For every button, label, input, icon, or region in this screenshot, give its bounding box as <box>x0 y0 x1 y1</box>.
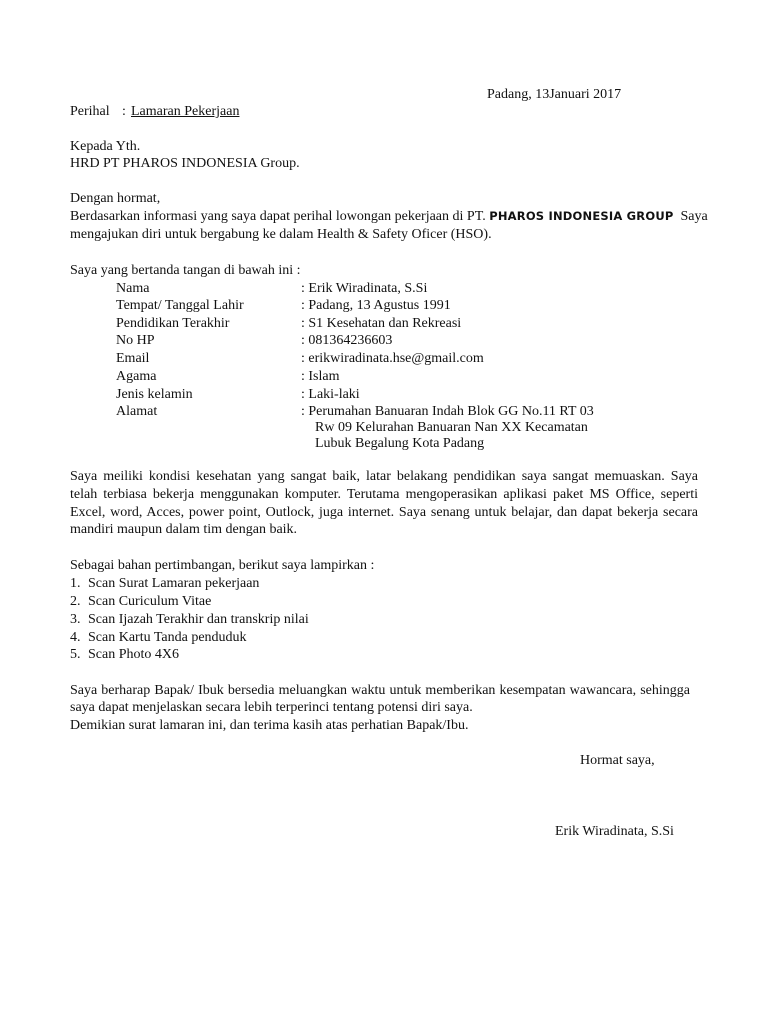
company-name: PHAROS INDONESIA GROUP <box>489 209 674 223</box>
opening-line-1 <box>70 208 708 226</box>
identity-value: : erikwiradinata.hse@gmail.com <box>301 351 484 366</box>
closing-line-text: Saya berharap Bapak/ Ibuk bersedia meluangkan waktu untuk memberikan kesempatan wawancara, sehingga <box>70 683 690 698</box>
identity-label: Jenis kelamin <box>116 387 193 402</box>
list-item: Scan Kartu Tanda penduduk <box>88 630 247 645</box>
list-number: 2. <box>70 594 81 609</box>
address-continuation: Lubuk Begalung Kota Padang <box>315 436 485 451</box>
list-item: Scan Ijazah Terakhir dan transkrip nilai <box>88 612 309 627</box>
subject-value: Lamaran Pekerjaan <box>131 104 240 119</box>
identity-label: Agama <box>116 369 157 384</box>
identity-value: : Islam <box>301 369 340 384</box>
opening-prefix: Berdasarkan informasi yang saya dapat perihal lowongan pekerjaan di PT. <box>70 209 486 224</box>
identity-label: Nama <box>116 281 150 296</box>
closing-line: Demikian surat lamaran ini, dan terima kasih atas perhatian Bapak/Ibu. <box>70 718 469 733</box>
recipient-line-2: HRD PT PHAROS INDONESIA Group. <box>70 156 300 171</box>
subject-separator: : <box>122 104 126 119</box>
greeting: Dengan hormat, <box>70 191 161 206</box>
identity-label: Pendidikan Terakhir <box>116 316 230 331</box>
identity-label: Email <box>116 351 150 366</box>
subject-label: Perihal <box>70 104 110 119</box>
body-line-text: Saya meiliki kondisi kesehatan yang sangat baik, latar belakang pendidikan saya sangat memuaskan. Saya <box>70 469 698 484</box>
list-item: Scan Photo 4X6 <box>88 647 179 662</box>
body-line-text: telah terbiasa bekerja menggunakan komputer. Terutama mengoperasikan aplikasi paket MS Office, seperti <box>70 487 698 502</box>
body-line <box>70 468 698 486</box>
identity-label: No HP <box>116 333 155 348</box>
list-number: 1. <box>70 576 81 591</box>
body-line-text: Excel, word, Acces, power point, Outlock, juga internet. Saya senang untuk belajar, dan dapat bekerja secara <box>70 505 698 520</box>
list-number: 4. <box>70 630 81 645</box>
list-item: Scan Surat Lamaran pekerjaan <box>88 576 260 591</box>
identity-label: Alamat <box>116 404 158 419</box>
closing-line <box>70 682 698 700</box>
identity-label: Tempat/ Tanggal Lahir <box>116 298 244 313</box>
closing-line: saya dapat menjelaskan secara lebih terperinci tentang potensi diri saya. <box>70 700 473 715</box>
identity-value: : Laki-laki <box>301 387 360 402</box>
body-line <box>70 504 698 522</box>
address-continuation: Rw 09 Kelurahan Banuaran Nan XX Kecamatan <box>315 420 588 435</box>
identity-value: : Padang, 13 Agustus 1991 <box>301 298 451 313</box>
place-date: Padang, 13Januari 2017 <box>487 87 622 102</box>
signature-name: Erik Wiradinata, S.Si <box>555 824 674 839</box>
list-item: Scan Curiculum Vitae <box>88 594 212 609</box>
body-line <box>70 486 698 504</box>
body-line: mandiri maupun dalam tim dengan baik. <box>70 522 298 537</box>
identity-intro: Saya yang bertanda tangan di bawah ini : <box>70 263 301 278</box>
list-number: 5. <box>70 647 81 662</box>
signature-salutation: Hormat saya, <box>580 753 655 768</box>
list-number: 3. <box>70 612 81 627</box>
identity-value: : Perumahan Banuaran Indah Blok GG No.11 RT 03 <box>301 404 594 419</box>
identity-value: : Erik Wiradinata, S.Si <box>301 281 428 296</box>
identity-value: : 081364236603 <box>301 333 393 348</box>
identity-value: : S1 Kesehatan dan Rekreasi <box>301 316 462 331</box>
attachments-intro: Sebagai bahan pertimbangan, berikut saya lampirkan : <box>70 558 375 573</box>
opening-suffix: Saya <box>680 209 708 224</box>
opening-line-2: mengajukan diri untuk bergabung ke dalam Health & Safety Oficer (HSO). <box>70 227 492 242</box>
recipient-line-1: Kepada Yth. <box>70 139 141 154</box>
